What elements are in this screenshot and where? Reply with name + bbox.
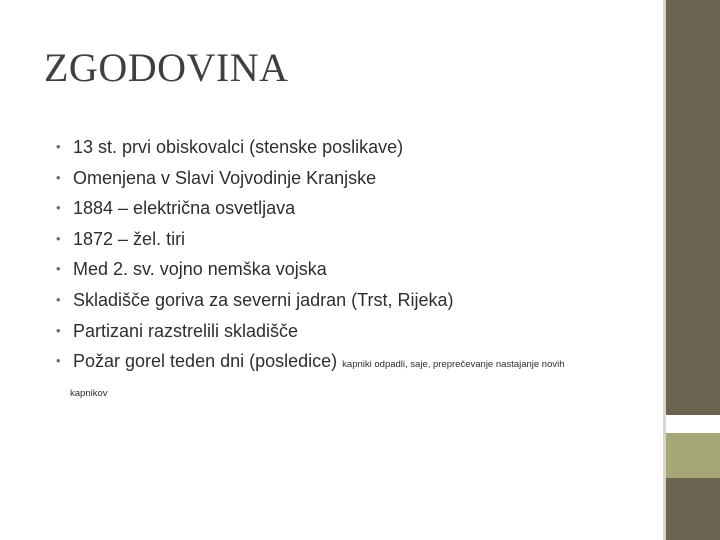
- bullet-text: Skladišče goriva za severni jadran (Trst, Rijeka): [73, 289, 454, 310]
- bullet-dot: •: [56, 139, 61, 154]
- bullet-item: [56, 193, 646, 224]
- bullet-text: Požar gorel teden dni (posledice): [73, 351, 338, 372]
- bullet-text: Omenjena v Slavi Vojvodinje Kranjske: [73, 167, 377, 188]
- bullet-text: 13 st. prvi obiskovalci (stenske poslikave): [73, 137, 404, 157]
- bullet-note: kapniki odpadli, saje, preprečevanje nastajanje novih: [342, 359, 565, 371]
- slide-title: ZGODOVINA: [44, 45, 289, 90]
- sidebar-top-band: [666, 0, 720, 415]
- bullet-text: Med 2. sv. vojno nemška vojska: [73, 259, 327, 280]
- bullet-dot: •: [56, 322, 61, 338]
- bullet-dot: •: [56, 230, 61, 246]
- bullet-dot: •: [56, 200, 61, 216]
- sidebar-bottom-band: [666, 478, 720, 540]
- bullet-item: [56, 132, 646, 163]
- bullet-item: [56, 285, 646, 316]
- bullet-list: [56, 132, 646, 381]
- bullet-dot: •: [56, 261, 61, 277]
- bullet-text: 1884 – električna osvetljava: [73, 198, 296, 219]
- bullet-item: [56, 224, 646, 255]
- bullet-note-continuation: kapnikov: [70, 388, 108, 399]
- bullet-item: [56, 316, 646, 347]
- bullet-text: Partizani razstrelili skladišče: [73, 320, 299, 341]
- sidebar-accent-band: [666, 433, 720, 478]
- bullet-dot: •: [56, 169, 61, 185]
- bullet-text: 1872 – žel. tiri: [73, 228, 186, 249]
- bullet-item: [56, 346, 646, 381]
- sidebar-gap: [666, 415, 720, 433]
- bullet-dot: •: [56, 291, 61, 307]
- bullet-dot: •: [56, 353, 61, 369]
- bullet-item: [56, 163, 646, 194]
- bullet-item: [56, 254, 646, 285]
- decorative-sidebar: [666, 0, 720, 540]
